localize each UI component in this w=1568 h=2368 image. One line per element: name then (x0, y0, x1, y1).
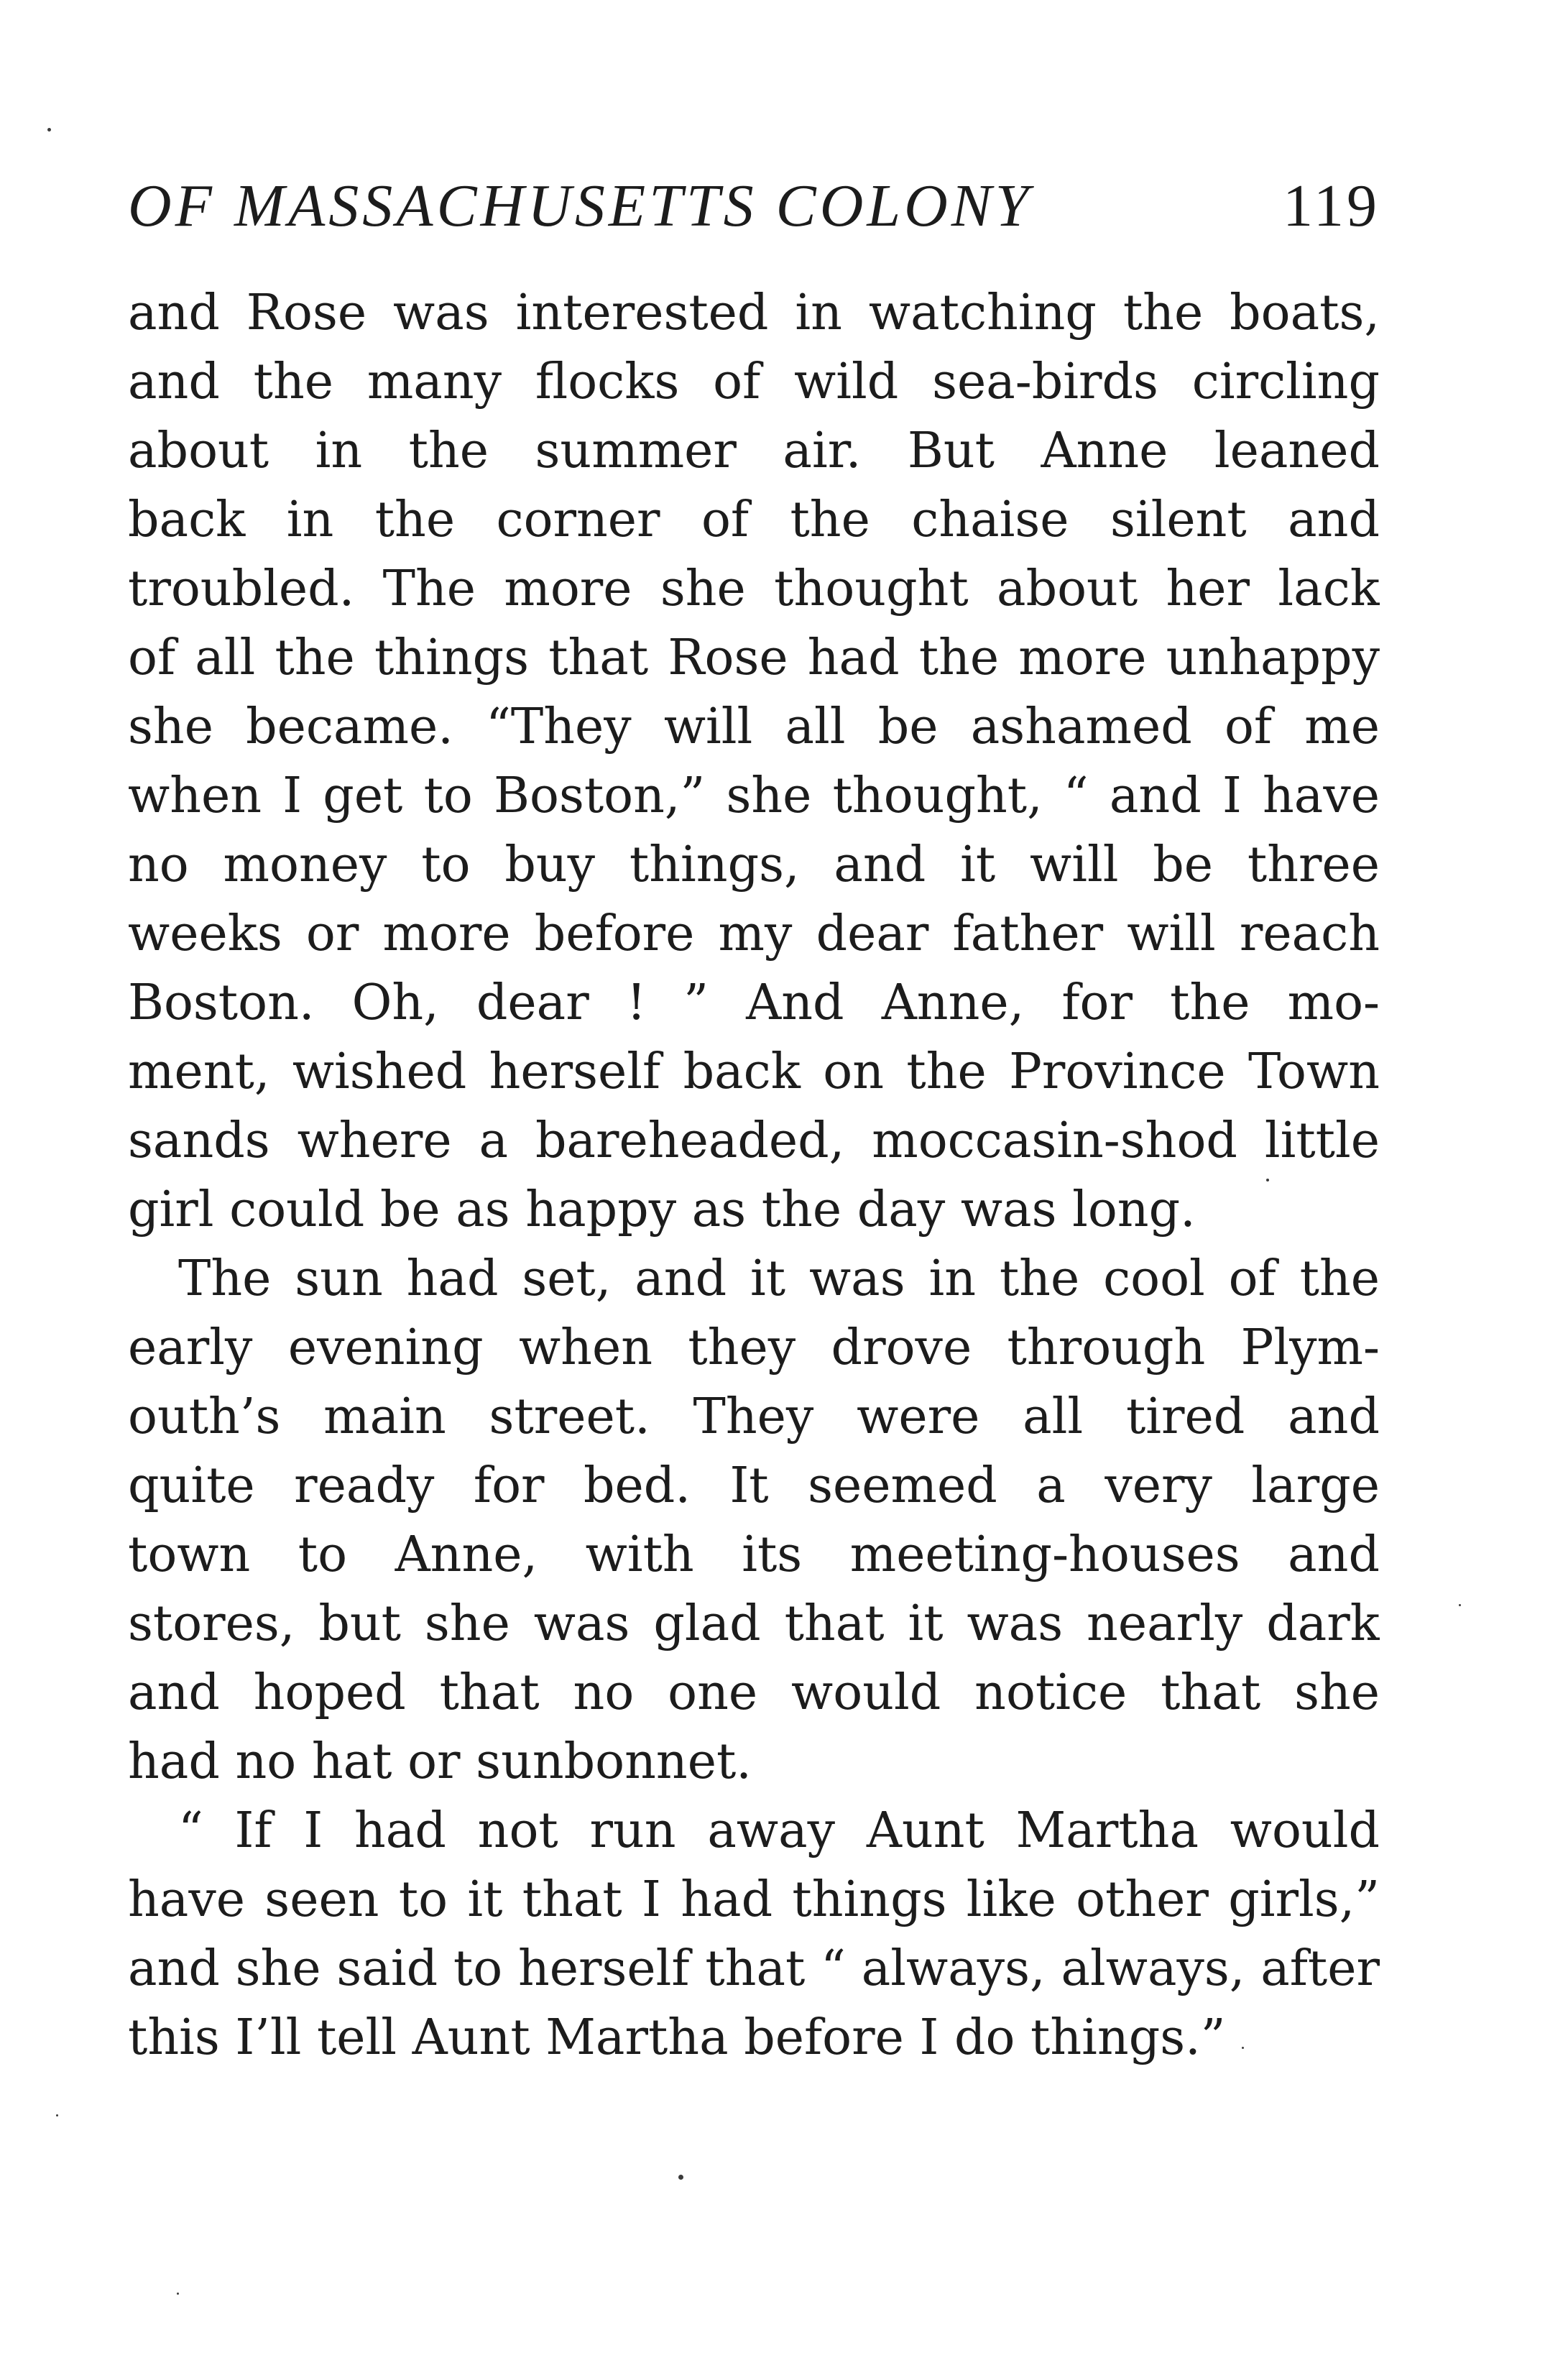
text-line: when I get to Boston,” she thought, “ and I have (128, 768, 1380, 824)
text-line: Boston. Oh, dear ! ” And Anne, for the mo- (128, 975, 1380, 1031)
paper-speck (1459, 1604, 1461, 1606)
text-line: sands where a bareheaded, moccasin-shod little (128, 1112, 1380, 1169)
text-line: stores, but she was glad that it was nearly dark (128, 1595, 1380, 1652)
text-line: this I’ll tell Aunt Martha before I do things.” (128, 2009, 1226, 2066)
paper-speck (1242, 2047, 1244, 2049)
text-line: and the many flocks of wild sea-birds circling (128, 354, 1380, 410)
text-line: and she said to herself that “ always, always, after (128, 1940, 1380, 1997)
text-line: back in the corner of the chaise silent and (128, 492, 1380, 548)
text-line: outh’s main street. They were all tired and (128, 1388, 1380, 1445)
text-line: of all the things that Rose had the more unhappy (128, 630, 1380, 686)
paper-speck (47, 128, 51, 132)
text-line: have seen to it that I had things like other girls,” (128, 1871, 1380, 1928)
text-line: she became. “They will all be ashamed of me (128, 699, 1380, 755)
paragraph (128, 1245, 1380, 1797)
text-line: quite ready for bed. It seemed a very large (128, 1457, 1380, 1514)
text-line: girl could be as happy as the day was long. (128, 1181, 1196, 1238)
text-line: and hoped that no one would notice that she (128, 1664, 1380, 1721)
text-line: no money to buy things, and it will be three (128, 837, 1380, 893)
text-line: and Rose was interested in watching the boats, (128, 285, 1380, 341)
paper-speck (678, 2175, 683, 2180)
text-line: The sun had set, and it was in the cool of the (178, 1250, 1380, 1307)
body-text (128, 279, 1380, 2073)
paper-speck (177, 2293, 179, 2295)
text-line: early evening when they drove through Plym- (128, 1319, 1380, 1376)
text-line: weeks or more before my dear father will reach (128, 906, 1380, 962)
page-number: 119 (1283, 172, 1380, 239)
paper-speck (56, 2114, 58, 2116)
paper-speck (1266, 1179, 1269, 1181)
text-line: troubled. The more she thought about her lack (128, 561, 1380, 617)
text-line: ment, wished herself back on the Province Town (128, 1044, 1380, 1100)
text-line: about in the summer air. But Anne leaned (128, 423, 1380, 479)
paragraph (128, 279, 1380, 1245)
running-head (128, 167, 1380, 246)
running-title: OF MASSACHUSETTS COLONY (128, 172, 1033, 239)
text-line: town to Anne, with its meeting-houses and (128, 1526, 1380, 1583)
paragraph (128, 1797, 1380, 2073)
text-line: had no hat or sunbonnet. (128, 1733, 752, 1790)
text-line: “ If I had not run away Aunt Martha would (178, 1802, 1380, 1859)
